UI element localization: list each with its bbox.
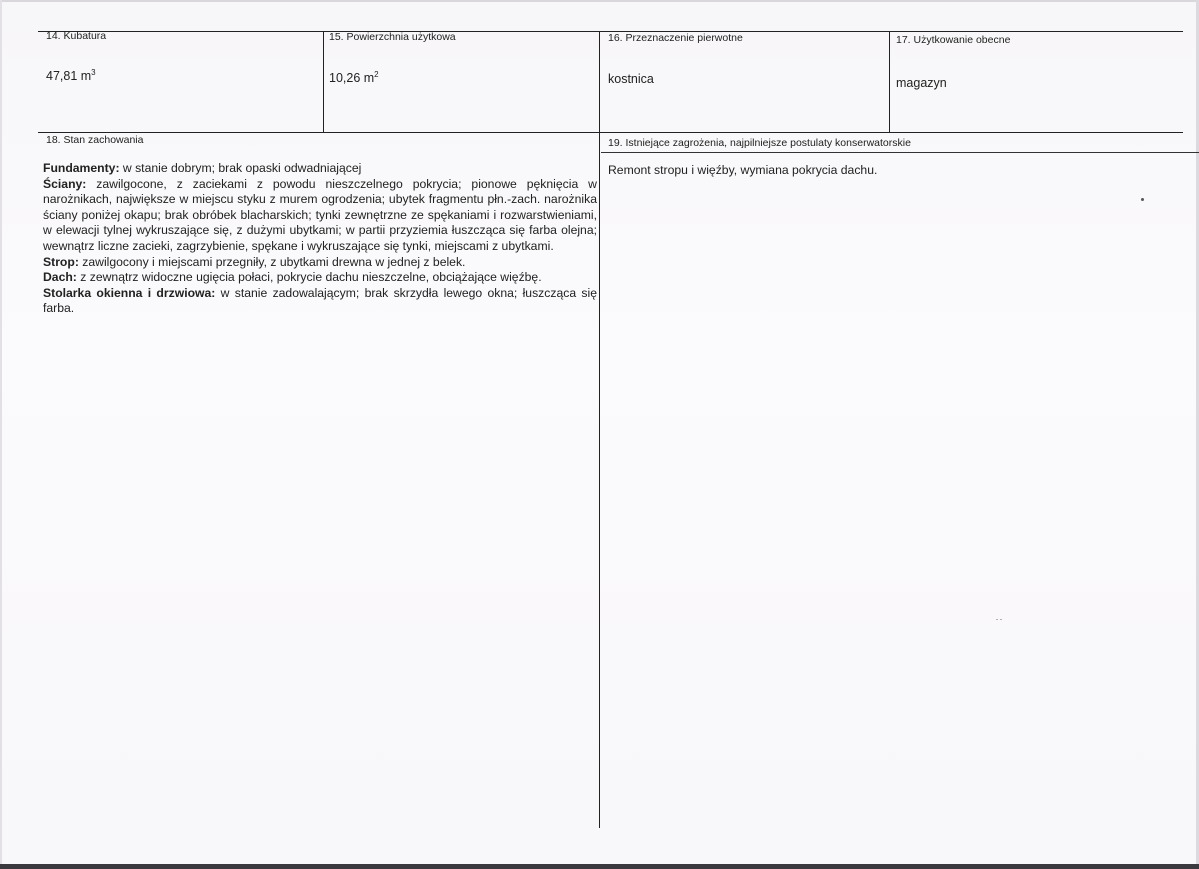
row-separator [38,132,1183,133]
stan-item-heading: Strop: [43,254,79,269]
stan-item-sciany [43,177,597,255]
page-edge-bottom [0,864,1199,869]
col-divider-3 [889,31,890,132]
zagrozenia-label: 19. Istniejące zagrożenia, najpilniejsze postulaty konserwatorskie [608,137,911,149]
stan-item-heading: Stolarka okienna i drzwiowa: [43,285,216,300]
przeznaczenie-label: 16. Przeznaczenie pierwotne [608,32,743,44]
przeznaczenie-value: kostnica [608,72,654,86]
stan-item-body: w stanie dobrym; brak opaski odwadniającej [119,161,362,175]
stan-item-fundamenty [43,161,597,177]
powierzchnia-unit-sup: 2 [374,70,379,79]
field-19-label-underline [601,152,1199,153]
powierzchnia-label: 15. Powierzchnia użytkowa [329,31,456,43]
powierzchnia-number: 10,26 m [329,71,375,86]
zagrozenia-text: Remont stropu i więźby, wymiana pokrycia dachu. [608,163,878,177]
stan-item-body: zawilgocone, z zaciekami z powodu nieszczelnego pokrycia; pionowe pęknięcia w narożnikach, największe w miejscu styku z murem ogrodzenia; ubytek fragmentu płn.-zach. narożnika ściany poniżej okapu; brak obróbek blacharskich; tynki zewnętrzne ze spękaniami i rozwarstwieniami, w elewacji tylnej wykruszające się, z dużymi ubytkami; w partii przyziemia łuszcząca się farba olejna; wewnątrz liczne zacieki, zagrzybienie, spękane i wykruszające się tynki, miejscami z ubytkami. [43,176,597,253]
stan-item-heading: Fundamenty: [43,161,120,175]
stan-item-body: w stanie zadowalającym; brak skrzydła lewego okna; łuszcząca się farba. [43,285,597,316]
stan-item-stolarka [43,286,597,317]
scan-speck [996,619,998,620]
kubatura-value [46,68,96,83]
stan-item-dach [43,270,597,286]
uzytkowanie-value: magazyn [896,76,947,90]
stan-item-body: zawilgocony i miejscami przegniły, z ubytkami drewna w jednej z belek. [78,254,466,269]
scan-speck [1000,619,1002,620]
col-divider-1 [323,31,324,132]
stan-item-strop [43,255,597,271]
kubatura-unit-sup: 3 [91,68,96,77]
uzytkowanie-label: 17. Użytkowanie obecne [896,34,1011,46]
kubatura-label: 14. Kubatura [46,30,107,42]
stan-zachowania-label: 18. Stan zachowania [46,134,144,146]
stan-item-heading: Ściany: [43,176,87,191]
page-edge-left [0,0,2,869]
scan-speck [1141,198,1144,201]
kubatura-number: 47,81 m [46,69,92,84]
powierzchnia-value [329,70,379,85]
stan-zachowania-text [43,161,597,317]
page-edge-top [0,0,1199,2]
col-divider-2 [599,31,600,828]
stan-item-body: z zewnątrz widoczne ugięcia połaci, pokrycie dachu nieszczelne, obciążające więźbę. [76,270,542,285]
stan-item-heading: Dach: [43,270,77,285]
